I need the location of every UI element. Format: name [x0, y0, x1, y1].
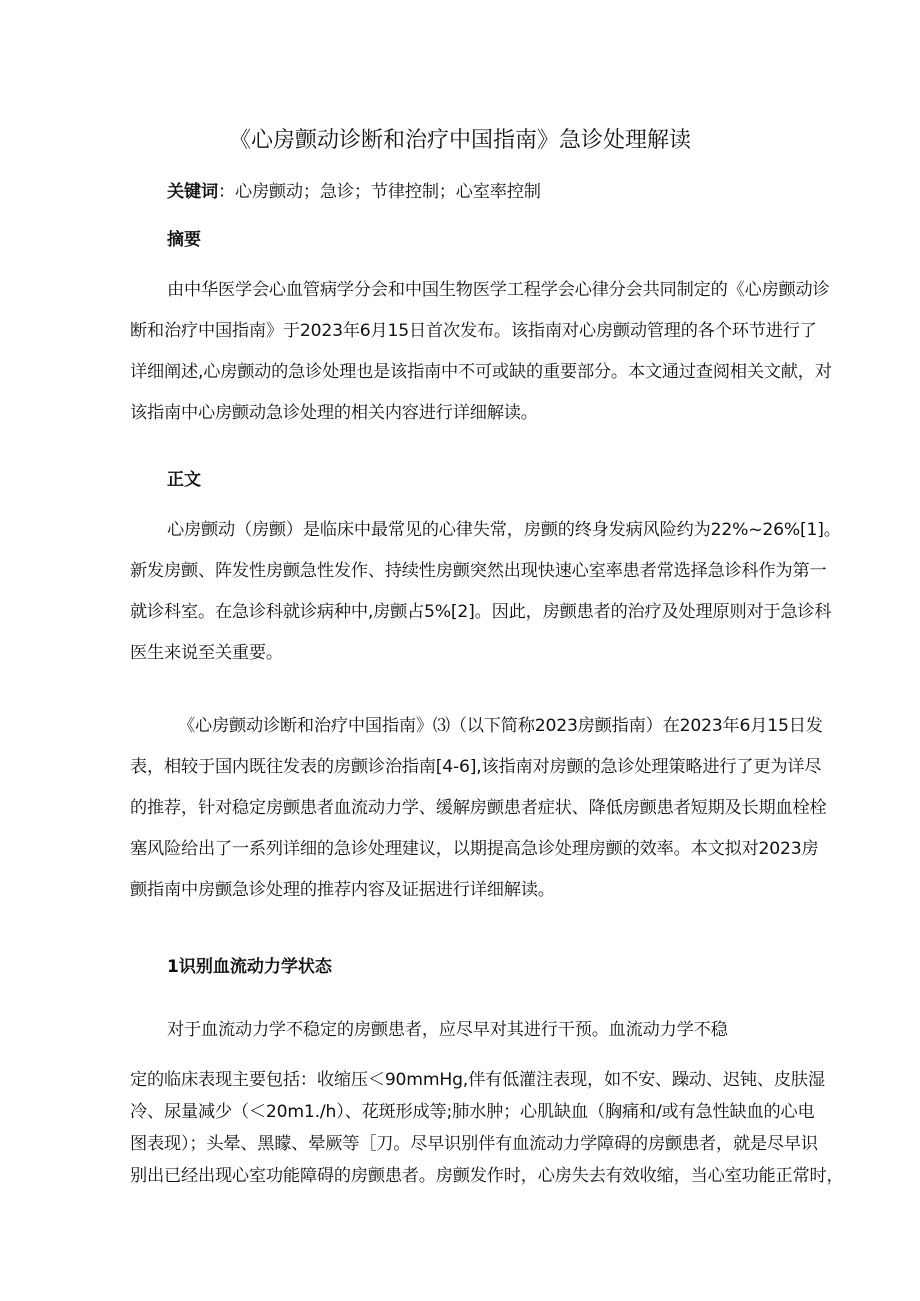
section1-intro-line: 对于血流动力学不稳定的房颤患者，应尽早对其进行干预。血流动力学不稳	[167, 1020, 728, 1040]
para2-line-1: 《心房颤动诊断和治疗中国指南》⑶（以下简称2023房颤指南）在2023年6月15日发	[178, 716, 823, 736]
abstract-line-2: 断和治疗中国指南》于2023年6月15日首次发布。该指南对心房颤动管理的各个环节进行了	[130, 321, 817, 341]
body-heading: 正文	[167, 470, 201, 490]
keywords-line	[167, 180, 541, 204]
para1-line-3: 就诊科室。在急诊科就诊病种中,房颤占5%[2]。因此，房颤患者的治疗及处理原则对于急诊科	[130, 602, 832, 622]
para2-line-2: 表，相较于国内既往发表的房颤诊治指南[4-6],该指南对房颤的急诊处理策略进行了更为详尽	[130, 757, 822, 777]
abstract-line-3: 详细阐述,心房颤动的急诊处理也是该指南中不可或缺的重要部分。本文通过查阅相关文献，对	[130, 362, 832, 382]
body-paragraph-1	[130, 510, 841, 674]
abstract-line-4: 该指南中心房颤动急诊处理的相关内容进行详细解读。	[130, 403, 538, 423]
abstract-heading: 摘要	[167, 230, 201, 250]
abstract-paragraph	[130, 270, 830, 434]
abstract-line-1: 由中华医学会心血管病学分会和中国生物医学工程学会心律分会共同制定的《心房颤动诊	[167, 280, 830, 300]
section1-line-2: 冷、尿量减少（＜20m1./h）、花斑形成等;肺水肿；心肌缺血（胸痛和/或有急性缺血的心电	[130, 1102, 815, 1122]
para1-line-2: 新发房颤、阵发性房颤急性发作、持续性房颤突然出现快速心室率患者常选择急诊科作为第一	[130, 561, 827, 581]
section-1-intro	[130, 1010, 830, 1051]
keywords-value: ：心房颤动；急诊；节律控制；心室率控制	[217, 182, 541, 202]
keywords-label: 关键词	[167, 182, 218, 202]
section1-line-3: 图表现）；头晕、黑矇、晕厥等［刀。尽早识别伴有血流动力学障碍的房颤患者，就是尽早识	[130, 1134, 818, 1154]
para2-line-4: 塞风险给出了一系列详细的急诊处理建议，以期提高急诊处理房颤的效率。本文拟对2023房	[130, 839, 819, 859]
section-1-heading: 1识别血流动力学状态	[167, 957, 332, 977]
para1-line-1: 心房颤动（房颤）是临床中最常见的心律失常，房颤的终身发病风险约为22%~26%[1]。	[167, 520, 841, 540]
para2-line-5: 颤指南中房颤急诊处理的推荐内容及证据进行详细解读。	[130, 880, 555, 900]
body-paragraph-2	[130, 706, 830, 911]
section1-line-1: 定的临床表现主要包括：收缩压＜90mmHg,伴有低灌注表现，如不安、躁动、迟钝、皮肤湿	[130, 1070, 825, 1090]
document-title: 《心房颤动诊断和治疗中国指南》急诊处理解读	[228, 128, 691, 153]
section-1-paragraph	[130, 1064, 844, 1192]
section1-line-4: 别出已经出现心室功能障碍的房颤患者。房颤发作时，心房失去有效收缩，当心室功能正常时，	[130, 1166, 844, 1186]
para1-line-4: 医生来说至关重要。	[130, 643, 283, 663]
para2-line-3: 的推荐，针对稳定房颤患者血流动力学、缓解房颤患者症状、降低房颤患者短期及长期血栓栓	[130, 798, 827, 818]
